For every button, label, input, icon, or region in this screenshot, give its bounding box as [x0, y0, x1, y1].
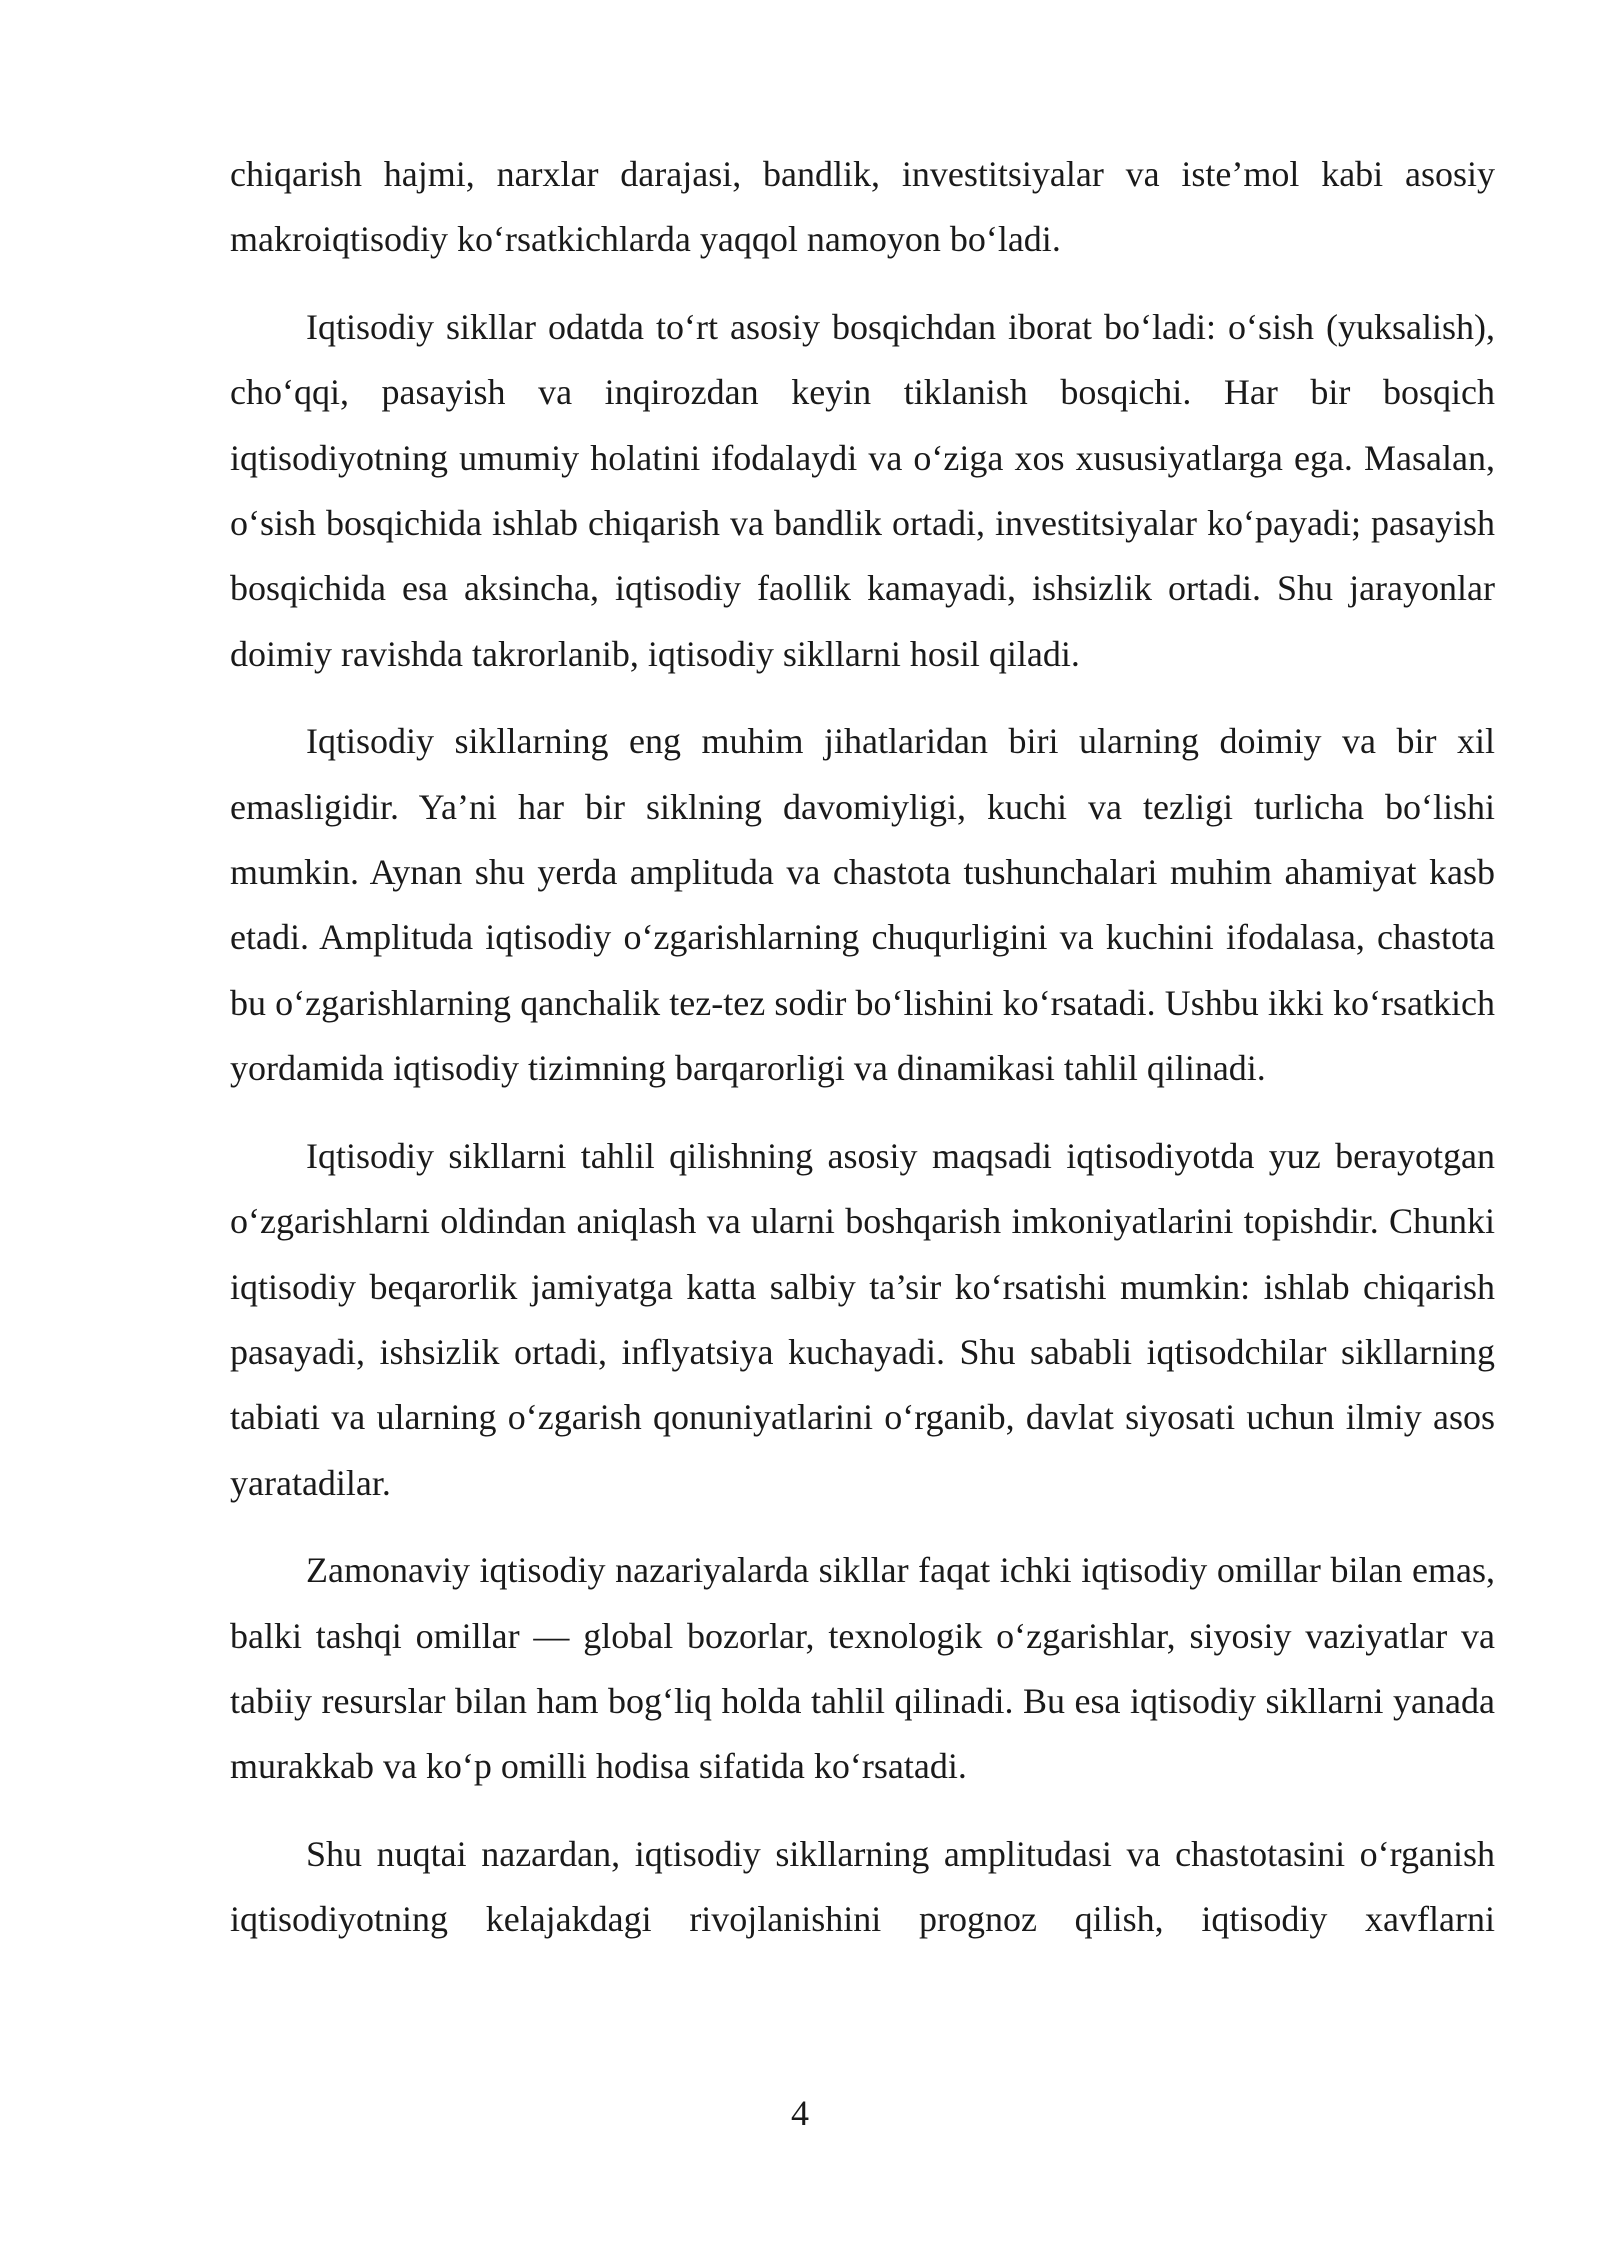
- paragraph-cycle-phases: Iqtisodiy sikllar odatda to‘rt asosiy bosqichdan iborat bo‘ladi: o‘sish (yuksalish), cho‘qqi, pasayish va inqirozdan keyin tiklanish bosqichi. Har bir bosqich iqtisodiyotning umumiy holatini ifodalaydi va o‘ziga xos xususiyatlarga ega. Masalan, o‘sish bosqichida ishlab chiqarish va bandlik ortadi, investitsiyalar ko‘payadi; pasayish bosqichida esa aksincha, iqtisodiy faollik kamayadi, ishsizlik ortadi. Shu jarayonlar doimiy ravishda takrorlanib, iqtisodiy sikllarni hosil qiladi.: [230, 306, 1495, 674]
- body-text: [230, 142, 1495, 1975]
- paragraph-analysis-purpose: Iqtisodiy sikllarni tahlil qilishning asosiy maqsadi iqtisodiyotda yuz berayotgan o‘zgarishlarni oldindan aniqlash va ularni boshqarish imkoniyatlarini topishdir. Chunki iqtisodiy beqarorlik jamiyatga katta salbiy ta’sir ko‘rsatishi mumkin: ishlab chiqarish pasayadi, ishsizlik ortadi, inflyatsiya kuchayadi. Shu sababli iqtisodchilar sikllarning tabiati va ularning o‘zgarish qonuniyatlarini o‘rganib, davlat siyosati uchun ilmiy asos yaratadilar.: [230, 1135, 1495, 1503]
- paragraph-conclusion-start: Shu nuqtai nazardan, iqtisodiy sikllarning amplitudasi va chastotasini o‘rganish iqtisodiyotning kelajakdagi rivojlanishini prognoz qilish, iqtisodiy xavflarni: [230, 1833, 1495, 1940]
- paragraph-amplitude-frequency: Iqtisodiy sikllarning eng muhim jihatlaridan biri ularning doimiy va bir xil emasligidir. Ya’ni har bir siklning davomiyligi, kuchi va tezligi turlicha bo‘lishi mumkin. Aynan shu yerda amplituda va chastota tushunchalari muhim ahamiyat kasb etadi. Amplituda iqtisodiy o‘zgarishlarning chuqurligini va kuchini ifodalasa, chastota bu o‘zgarishlarning qanchalik tez-tez sodir bo‘lishini ko‘rsatadi. Ushbu ikki ko‘rsatkich yordamida iqtisodiy tizimning barqarorligi va dinamikasi tahlil qilinadi.: [230, 721, 1495, 1089]
- paragraph-continuation: chiqarish hajmi, narxlar darajasi, bandlik, investitsiyalar va iste’mol kabi asosiy makroiqtisodiy ko‘rsatkichlarda yaqqol namoyon bo‘ladi.: [230, 154, 1495, 260]
- page-number: 4: [791, 2093, 809, 2133]
- paragraph-modern-theories: Zamonaviy iqtisodiy nazariyalarda sikllar faqat ichki iqtisodiy omillar bilan emas, balki tashqi omillar — global bozorlar, texnologik o‘zgarishlar, siyosiy vaziyatlar va tabiiy resurslar bilan ham bog‘liq holda tahlil qilinadi. Bu esa iqtisodiy sikllarni yanada murakkab va ko‘p omilli hodisa sifatida ko‘rsatadi.: [230, 1550, 1495, 1787]
